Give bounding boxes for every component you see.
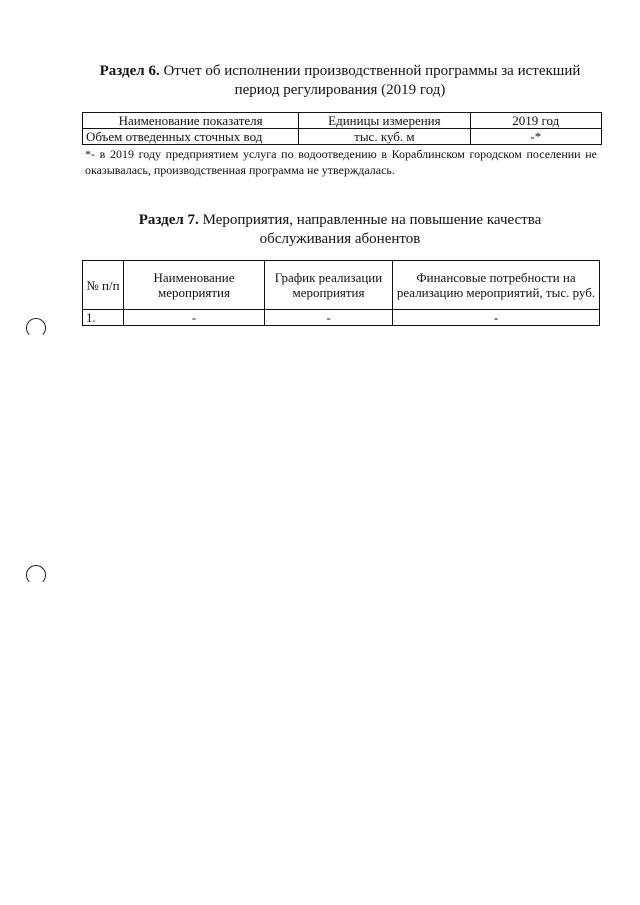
- column-header-schedule: График реализации мероприятия: [265, 261, 393, 310]
- section-6-title: Отчет об исполнении производственной программы за истекший: [159, 63, 581, 79]
- cell-financial-needs: -: [393, 310, 600, 326]
- cell-units: тыс. куб. м: [299, 129, 470, 145]
- punch-hole-mark: [26, 318, 46, 338]
- column-header-units: Единицы измерения: [299, 113, 470, 129]
- column-header-year: 2019 год: [470, 113, 601, 129]
- section-7-label: Раздел 7.: [138, 212, 199, 228]
- production-program-report-table: [82, 112, 602, 145]
- column-header-financial-needs: Финансовые потребности на реализацию мероприятий, тыс. руб.: [393, 261, 600, 310]
- section-7-heading: [80, 211, 600, 249]
- table-header-row: [83, 113, 602, 129]
- cell-measure-name: -: [124, 310, 265, 326]
- section-6-heading-line-2: период регулирования (2019 год): [234, 82, 446, 98]
- section-7-heading-line-1: [80, 211, 600, 230]
- cell-indicator: Объем отведенных сточных вод: [83, 129, 299, 145]
- section-7-heading-line-2: обслуживания абонентов: [259, 231, 421, 247]
- punch-hole-mark: [26, 565, 46, 585]
- cell-value: -*: [470, 129, 601, 145]
- cell-schedule: -: [265, 310, 393, 326]
- column-header-number: № п/п: [83, 261, 124, 310]
- section-7-title: Мероприятия, направленные на повышение качества: [198, 212, 542, 228]
- column-header-indicator: Наименование показателя: [83, 113, 299, 129]
- table-row: [83, 129, 602, 145]
- table-row: [83, 310, 600, 326]
- section-6-heading-line-1: [80, 62, 600, 81]
- section-6-footnote: *- в 2019 году предприятием услуга по водоотведению в Кораблинском городском поселении не оказывалась, производственная программа не утверждалась.: [85, 147, 597, 177]
- cell-number: 1.: [83, 310, 124, 326]
- section-6-heading: [80, 62, 600, 100]
- table-header-row: [83, 261, 600, 310]
- service-quality-measures-table: [82, 260, 600, 326]
- column-header-measure-name: Наименование мероприятия: [124, 261, 265, 310]
- section-6-label: Раздел 6.: [99, 63, 160, 79]
